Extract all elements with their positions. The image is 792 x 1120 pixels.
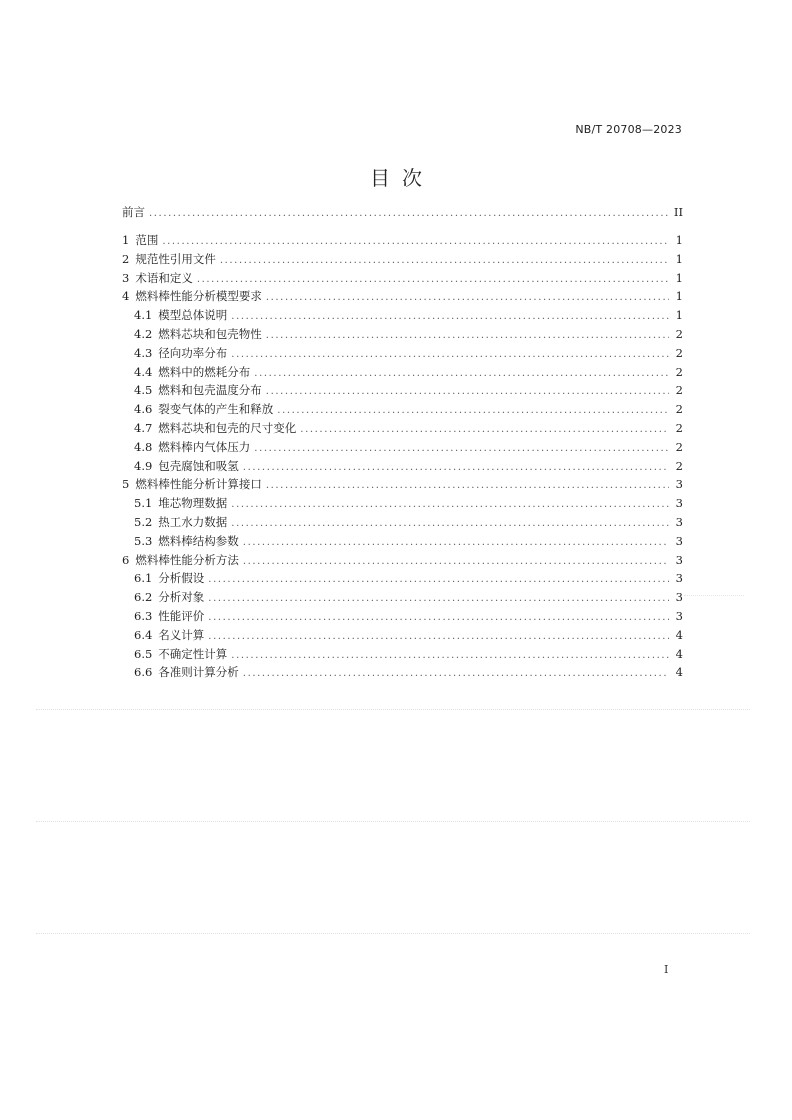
toc-entry-page: 2 <box>675 364 683 379</box>
toc-entry[interactable] <box>0 475 792 494</box>
page-number: I <box>664 963 669 976</box>
toc-entry-number: 4.3 <box>134 345 153 360</box>
toc-entry-title: 燃料棒结构参数 <box>158 533 239 548</box>
toc-entry-number: 4 <box>122 289 130 304</box>
toc-dot-leader <box>197 270 669 289</box>
toc-entry-title: 燃料芯块和包壳的尺寸变化 <box>158 421 297 435</box>
faint-dotted-rule <box>36 709 750 710</box>
toc-entry[interactable] <box>0 363 792 382</box>
toc-dot-leader <box>231 345 669 364</box>
toc-dot-leader <box>220 251 669 270</box>
toc-entry-page: 2 <box>675 421 683 435</box>
toc-entry-page: 3 <box>675 477 683 492</box>
toc-entry-number: 6.6 <box>134 665 153 680</box>
toc-entry-number: 6.3 <box>134 609 153 623</box>
toc-entry-title: 规范性引用文件 <box>135 251 216 266</box>
toc-dot-leader <box>243 533 669 552</box>
toc-entry-title: 燃料芯块和包壳物性 <box>158 327 262 341</box>
toc-entry-page: 2 <box>675 402 683 417</box>
toc-entry[interactable] <box>0 419 792 438</box>
toc-entry-page: 2 <box>675 327 683 341</box>
toc-entry-page: 4 <box>675 627 683 642</box>
toc-entry-page: 1 <box>675 289 683 304</box>
toc-entry[interactable] <box>0 287 792 306</box>
toc-entry-page: 1 <box>675 308 683 323</box>
toc-entry[interactable] <box>0 494 792 513</box>
toc-entry-page: 3 <box>675 571 683 586</box>
toc-dot-leader <box>266 382 669 401</box>
toc-dot-leader <box>243 552 669 571</box>
toc-dot-leader <box>277 401 669 420</box>
page-title: 目次 <box>370 166 434 190</box>
toc-entry-page: 2 <box>675 345 683 360</box>
toc-entry-page: 2 <box>675 439 683 454</box>
toc-entry[interactable] <box>0 626 792 645</box>
toc-dot-leader <box>208 570 669 589</box>
toc-dot-leader <box>266 326 669 345</box>
toc-dot-leader <box>254 364 669 383</box>
toc-entry-page: 3 <box>675 552 683 567</box>
toc-entry-page: 3 <box>675 533 683 548</box>
toc-entry-number: 6.1 <box>134 571 153 586</box>
toc-entry-page: 2 <box>675 458 683 473</box>
toc-entry-title: 燃料和包壳温度分布 <box>158 383 262 398</box>
toc-entry-title: 性能评价 <box>158 609 205 623</box>
toc-entry-page: 3 <box>675 496 683 511</box>
toc-entry[interactable] <box>0 306 792 325</box>
toc-entry[interactable] <box>0 325 792 344</box>
toc-entry[interactable] <box>0 645 792 664</box>
toc-entry-title: 径向功率分布 <box>158 345 228 360</box>
toc-entry[interactable] <box>0 203 792 222</box>
toc-entry-title: 堆芯物理数据 <box>158 496 228 511</box>
toc-entry-number: 5 <box>122 477 130 492</box>
toc-entry-number: 4.6 <box>134 402 153 417</box>
toc-dot-leader <box>208 608 669 627</box>
toc-entry[interactable] <box>0 344 792 363</box>
toc-entry-number: 2 <box>122 251 130 266</box>
toc-entry-page: 1 <box>675 270 683 285</box>
toc-entry-number: 5.3 <box>134 533 153 548</box>
toc-dot-leader <box>266 288 669 307</box>
toc-entry-title: 裂变气体的产生和释放 <box>158 402 274 417</box>
toc-entry[interactable] <box>0 607 792 626</box>
toc-entry-title: 热工水力数据 <box>158 515 228 529</box>
toc-dot-leader <box>243 458 669 477</box>
toc-entry-title: 燃料棒性能分析模型要求 <box>135 289 262 304</box>
toc-entry-number: 4.4 <box>134 364 153 379</box>
toc-entry-title: 名义计算 <box>158 627 205 642</box>
toc-entry[interactable] <box>0 231 792 250</box>
toc-entry[interactable] <box>0 588 792 607</box>
toc-entry-number: 4.8 <box>134 439 153 454</box>
toc-entry-page: 2 <box>675 383 683 398</box>
toc-entry-number: 1 <box>122 233 130 247</box>
toc-dot-leader <box>208 627 669 646</box>
toc-entry-title: 燃料中的燃耗分布 <box>158 364 251 379</box>
toc-entry-title: 模型总体说明 <box>158 308 228 323</box>
faint-dotted-rule <box>684 595 744 596</box>
toc-dot-leader <box>231 646 669 665</box>
faint-dotted-rule <box>36 821 750 822</box>
toc-dot-leader <box>300 420 669 439</box>
toc-entry[interactable] <box>0 438 792 457</box>
toc-entry-number: 6.2 <box>134 590 153 605</box>
toc-dot-leader <box>266 476 669 495</box>
toc-entry-title: 范围 <box>135 233 159 247</box>
toc-dot-leader <box>243 664 669 683</box>
toc-entry-number: 4.7 <box>134 421 153 435</box>
toc-entry[interactable] <box>0 513 792 532</box>
toc-entry-title: 各准则计算分析 <box>158 665 239 680</box>
toc-entry-number: 3 <box>122 270 130 285</box>
toc-dot-leader <box>231 307 669 326</box>
toc-entry[interactable] <box>0 457 792 476</box>
toc-entry[interactable] <box>0 381 792 400</box>
toc-entry-number: 6.5 <box>134 646 153 661</box>
toc-entry-page: 1 <box>675 251 683 266</box>
toc-entry[interactable] <box>0 532 792 551</box>
toc-entry-title: 前言 <box>122 205 145 219</box>
toc-entry-page: 4 <box>675 646 683 661</box>
toc-entry[interactable] <box>0 250 792 269</box>
toc-entry[interactable] <box>0 551 792 570</box>
toc-dot-leader <box>254 439 669 458</box>
toc-entry-title: 术语和定义 <box>135 270 193 285</box>
toc-entry[interactable] <box>0 269 792 288</box>
toc-entry-title: 包壳腐蚀和吸氢 <box>158 458 239 473</box>
toc-entry-number: 4.5 <box>134 383 153 398</box>
standard-number: NB/T 20708—2023 <box>575 123 682 136</box>
toc-entry-page: 3 <box>675 590 683 605</box>
toc-entry[interactable] <box>0 663 792 682</box>
toc-dot-leader <box>208 589 669 608</box>
toc-entry[interactable] <box>0 400 792 419</box>
toc-entry-number: 6.4 <box>134 627 153 642</box>
toc-entry-number: 4.2 <box>134 327 153 341</box>
faint-dotted-rule <box>36 933 750 934</box>
toc-entry[interactable] <box>0 569 792 588</box>
toc-entry-title: 分析假设 <box>158 571 205 586</box>
toc-entry-number: 4.9 <box>134 458 153 473</box>
toc-dot-leader <box>162 232 669 251</box>
toc-entry-number: 5.1 <box>134 496 153 511</box>
toc-dot-leader <box>149 204 669 223</box>
toc-entry-number: 5.2 <box>134 515 153 529</box>
toc-entry-page: II <box>673 205 683 219</box>
toc-entry-page: 4 <box>675 665 683 680</box>
toc-entry-page: 1 <box>675 233 683 247</box>
toc-entry-title: 燃料棒性能分析方法 <box>135 552 239 567</box>
toc-entry-title: 不确定性计算 <box>158 646 228 661</box>
toc-entry-title: 燃料棒内气体压力 <box>158 439 251 454</box>
toc-entry-page: 3 <box>675 609 683 623</box>
toc-entry-title: 燃料棒性能分析计算接口 <box>135 477 262 492</box>
toc-entry-number: 4.1 <box>134 308 153 323</box>
toc-entry-title: 分析对象 <box>158 590 205 605</box>
toc-entry-number: 6 <box>122 552 130 567</box>
toc-dot-leader <box>231 514 669 533</box>
toc-dot-leader <box>231 495 669 514</box>
toc-entry-page: 3 <box>675 515 683 529</box>
